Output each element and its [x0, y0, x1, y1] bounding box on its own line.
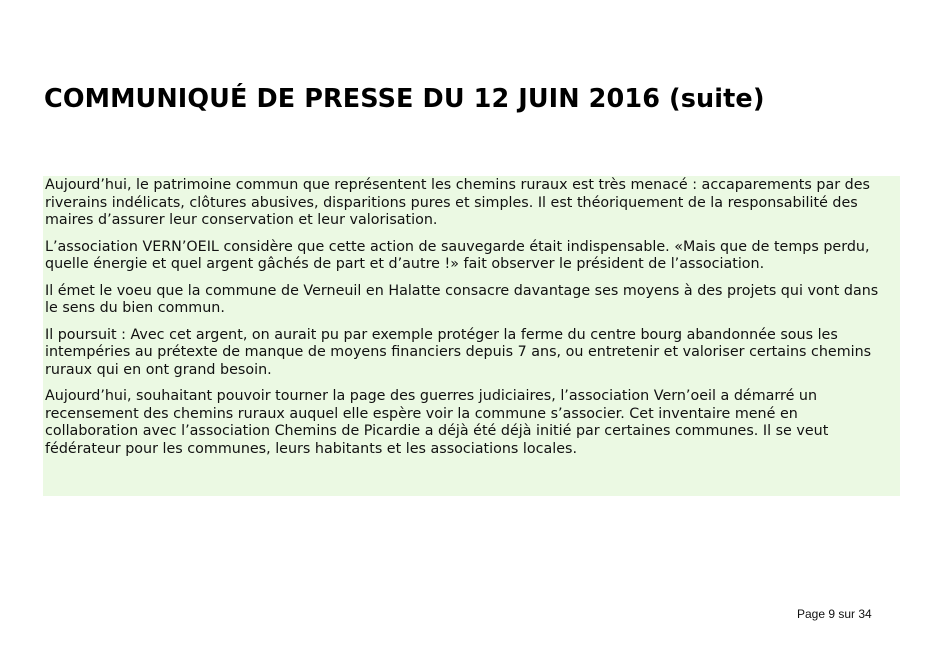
paragraph-voeu: Il émet le voeu que la commune de Verneuil en Halatte consacre davantage ses moyens à des projets qui vont dans le sens du bien commun.: [45, 282, 879, 316]
paragraph-recensement: Aujourd’hui, souhaitant pouvoir tourner la page des guerres judiciaires, l’association Vern’oeil a démarré un recensement des chemins ruraux auquel elle espère voir la commune s’associer. Cet inventaire mené en collaboration avec l’association Chemins de Picardie a déjà été déjà initié par certaines communes. Il se veut fédérateur pour les communes, leurs habitants et les associations locales.: [45, 388, 829, 457]
paragraph-patrimoine: Aujourd’hui, le patrimoine commun que représentent les chemins ruraux est très menacé : accaparements par des riverains indélicats, clôtures abusives, disparitions pures et simples. Il est théoriquement de la responsabilité des maires d’assurer leur conservation et leur valorisation.: [45, 177, 870, 228]
paragraph-poursuit: Il poursuit : Avec cet argent, on aurait pu par exemple protéger la ferme du centre bourg abandonnée sous les intempéries au prétexte de manque de moyens financiers depuis 7 ans, ou entretenir et valoriser certains chemins ruraux qui en ont grand besoin.: [45, 326, 872, 378]
page-title: COMMUNIQUÉ DE PRESSE DU 12 JUIN 2016 (suite): [44, 84, 765, 114]
paragraph-association: L’association VERN’OEIL considère que cette action de sauvegarde était indispensable. «Mais que de temps perdu, quelle énergie et quel argent gâchés de part et d’autre !» fait observer le président de l’association.: [45, 238, 870, 272]
press-release-body: [43, 176, 900, 496]
page-number: Page 9 sur 34: [797, 607, 872, 621]
